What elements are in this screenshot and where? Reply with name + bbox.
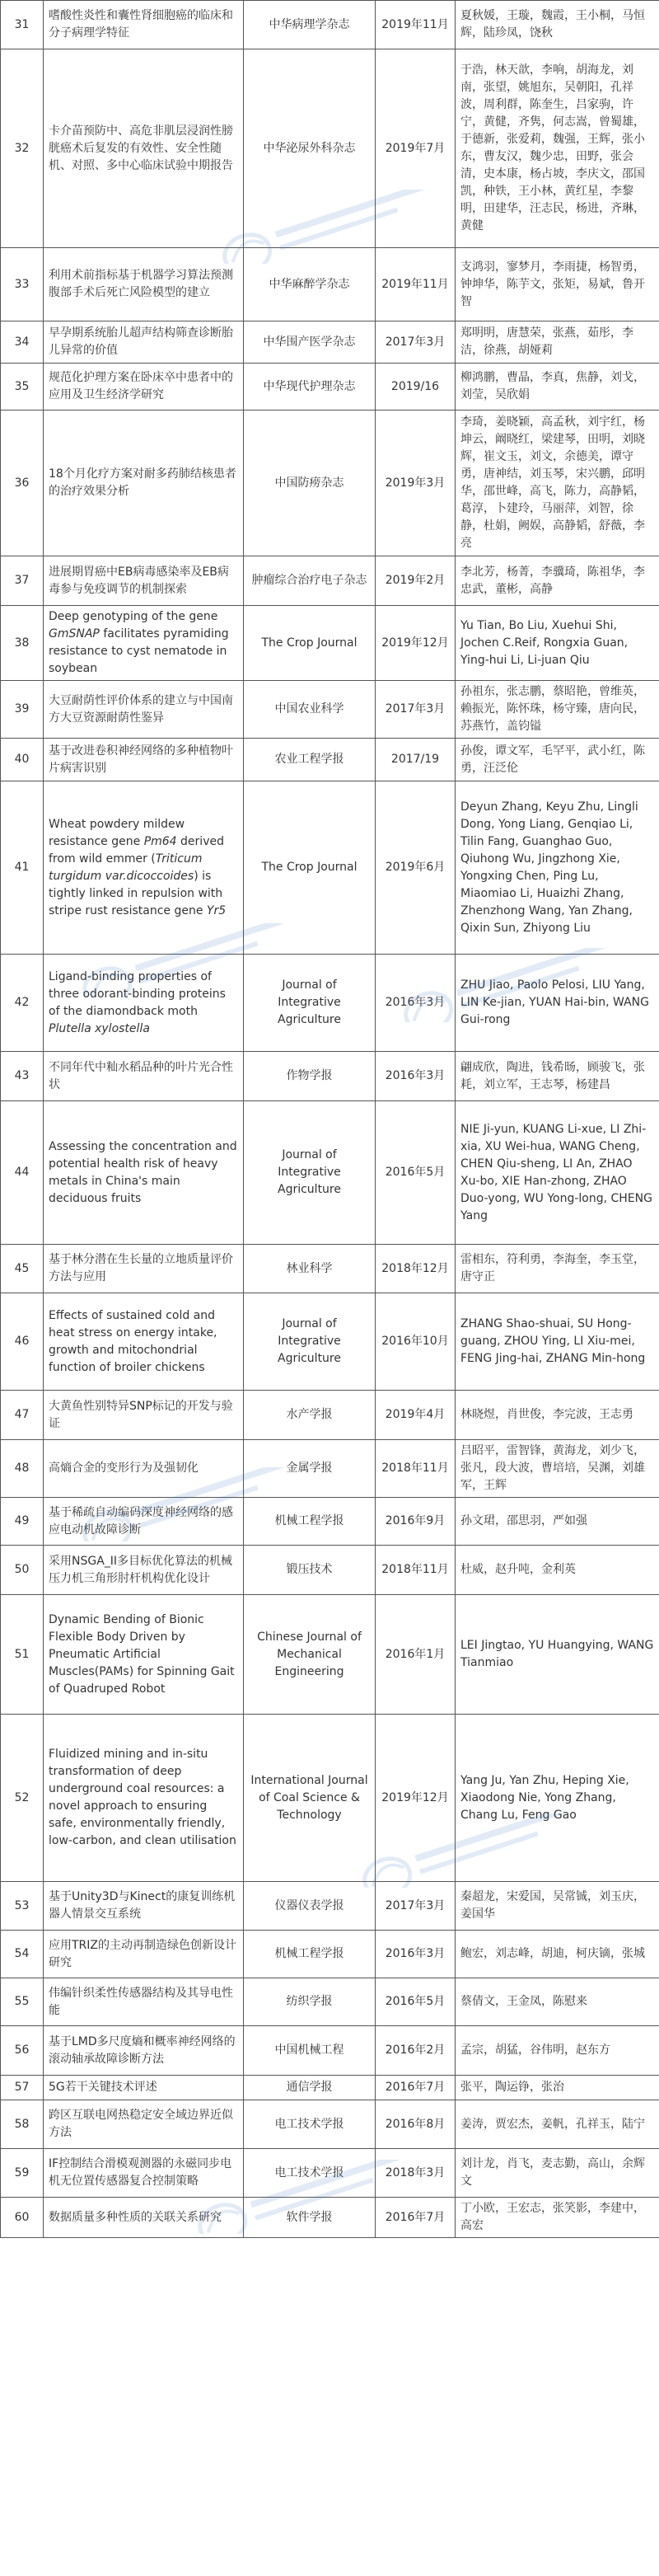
paper-title: 18个月化疗方案对耐多药肺结核患者的治疗效果分析	[44, 411, 244, 556]
publish-date: 2016年9月	[376, 1498, 456, 1546]
row-number: 43	[1, 1052, 44, 1101]
table-row	[1, 1498, 659, 1546]
table-row	[1, 411, 659, 556]
journal-name: 机械工程学报	[244, 1931, 376, 1978]
paper-list-body	[1, 1, 659, 2238]
journal-name: 中国农业科学	[244, 681, 376, 739]
table-row	[1, 2149, 659, 2198]
row-number: 45	[1, 1245, 44, 1293]
row-number: 36	[1, 411, 44, 556]
journal-name: 农业工程学报	[244, 739, 376, 781]
author-list: 孟宗，胡猛，谷伟明，赵东方	[456, 2026, 659, 2076]
publish-date: 2018年11月	[376, 1546, 456, 1595]
publish-date: 2019年6月	[376, 781, 456, 955]
publish-date: 2019年3月	[376, 411, 456, 556]
row-number: 53	[1, 1882, 44, 1931]
table-row	[1, 606, 659, 681]
paper-title: 卡介苗预防中、高危非肌层浸润性膀胱癌术后复发的有效性、安全性随机、对照、多中心临床试验中期报告	[44, 49, 244, 248]
author-list: 柳鸿鹏，曹晶，李真，焦静，刘戈，刘莹，吴欣娟	[456, 364, 659, 411]
journal-name: 水产学报	[244, 1391, 376, 1440]
paper-title: 大豆耐荫性评价体系的建立与中国南方大豆资源耐荫性鉴异	[44, 681, 244, 739]
paper-title: 高熵合金的变形行为及强韧化	[44, 1440, 244, 1498]
table-row	[1, 1931, 659, 1978]
publish-date: 2017年3月	[376, 681, 456, 739]
publish-date: 2016年2月	[376, 2026, 456, 2076]
author-list: 鲍宏，刘志峰，胡迪，柯庆镝，张城	[456, 1931, 659, 1978]
publish-date: 2019年12月	[376, 1715, 456, 1882]
paper-title: 大黄鱼性别特异SNP标记的开发与验证	[44, 1391, 244, 1440]
table-row	[1, 1978, 659, 2026]
table-row	[1, 1101, 659, 1245]
author-list: Yu Tian, Bo Liu, Xuehui Shi, Jochen C.Reif, Rongxia Guan, Ying-hui Li, Li-juan Qiu	[456, 606, 659, 681]
author-list: 刘计龙，肖飞，麦志勤，高山，余辉文	[456, 2149, 659, 2198]
journal-name: 纺织学报	[244, 1978, 376, 2026]
row-number: 37	[1, 556, 44, 606]
author-list: LEI Jingtao, YU Huangying, WANG Tianmiao	[456, 1595, 659, 1715]
paper-title: 数据质量多种性质的关联关系研究	[44, 2198, 244, 2238]
table-row	[1, 2076, 659, 2100]
paper-title: 嗜酸性炎性和囊性肾细胞癌的临床和分子病理学特征	[44, 1, 244, 49]
journal-name: 通信学报	[244, 2076, 376, 2100]
author-list: 郑明明，唐慧荣，张燕，茹彤，李洁，徐燕，胡娅莉	[456, 321, 659, 364]
publish-date: 2016年8月	[376, 2100, 456, 2149]
author-list: 李北芳，杨菁，李骥琦，陈祖华，李忠武，董彬，高静	[456, 556, 659, 606]
paper-title: 利用术前指标基于机器学习算法预测腹部手术后死亡风险模型的建立	[44, 248, 244, 321]
row-number: 49	[1, 1498, 44, 1546]
table-row	[1, 49, 659, 248]
paper-title: Fluidized mining and in-situ transformation of deep underground coal resources: a novel approach to ensuring safe, environmentally friendly, low-carbon, and clean utilisation	[44, 1715, 244, 1882]
table-row	[1, 364, 659, 411]
author-list: 林晓煜，肖世俊，李完波，王志勇	[456, 1391, 659, 1440]
row-number: 31	[1, 1, 44, 49]
journal-name: Chinese Journal of Mechanical Engineering	[244, 1595, 376, 1715]
row-number: 41	[1, 781, 44, 955]
paper-title: 基于改进卷积神经网络的多种植物叶片病害识别	[44, 739, 244, 781]
author-list: 支鸿羽，寥梦月，李雨捷，杨智勇，钟坤华，陈芋文，张矩，易斌，鲁开智	[456, 248, 659, 321]
journal-name: 电工技术学报	[244, 2149, 376, 2198]
author-list: NIE Ji-yun, KUANG Li-xue, LI Zhi-xia, XU Wei-hua, WANG Cheng, CHEN Qiu-sheng, LI An, ZHAO Xu-bo, XIE Han-zhong, ZHAO Duo-yong, WU Yong-long, CHENG Yang	[456, 1101, 659, 1245]
author-list: 夏秋媛，王璇，魏霞，王小桐，马恒辉，陆珍凤，饶秋	[456, 1, 659, 49]
paper-title: 基于Unity3D与Kinect的康复训练机器人情景交互系统	[44, 1882, 244, 1931]
table-row	[1, 1, 659, 49]
journal-name: 金属学报	[244, 1440, 376, 1498]
paper-title: IF控制结合滑模观测器的永磁同步电机无位置传感器复合控制策略	[44, 2149, 244, 2198]
publish-date: 2019年2月	[376, 556, 456, 606]
author-list: ZHANG Shao-shuai, SU Hong-guang, ZHOU Ying, LI Xiu-mei, FENG Jing-hai, ZHANG Min-hong	[456, 1293, 659, 1391]
publish-date: 2016年3月	[376, 955, 456, 1052]
author-list: 李琦，姜晓颖，高孟秋，刘宇红，杨坤云，阚晓红，梁建琴，田明，刘晓辉，崔文玉，刘文，余德美，谭守勇，唐神结，刘玉琴，宋兴鹏，邱明华，邵世峰，高飞，陈力，高静韬，葛淳，卜建玲，马丽萍，刘智，徐静，杜娟，阙娱，高静韬，舒薇，李亮	[456, 411, 659, 556]
row-number: 38	[1, 606, 44, 681]
journal-name: 中华麻醉学杂志	[244, 248, 376, 321]
journal-name: 中华病理学杂志	[244, 1, 376, 49]
table-row	[1, 955, 659, 1052]
paper-title: Ligand-binding properties of three odorant-binding proteins of the diamondback moth Plutella xylostella	[44, 955, 244, 1052]
paper-title: Effects of sustained cold and heat stress on energy intake, growth and mitochondrial function of broiler chickens	[44, 1293, 244, 1391]
table-row	[1, 1245, 659, 1293]
row-number: 39	[1, 681, 44, 739]
publish-date: 2016年10月	[376, 1293, 456, 1391]
row-number: 34	[1, 321, 44, 364]
table-row	[1, 1391, 659, 1440]
author-list: 吕昭平，雷智锋，黄海龙，刘少飞，张凡，段大波，曹培培，吴渊，刘雄军，王辉	[456, 1440, 659, 1498]
row-number: 56	[1, 2026, 44, 2076]
row-number: 60	[1, 2198, 44, 2238]
author-list: Deyun Zhang, Keyu Zhu, Lingli Dong, Yong Liang, Genqiao Li, Tilin Fang, Guanghao Guo, Qiuhong Wu, Jingzhong Xie, Yongxing Chen, Ping Lu, Miaomiao Li, Huaizhi Zhang, Zhenzhong Wang, Yan Zhang, Qixin Sun, Zhiyong Liu	[456, 781, 659, 955]
journal-name: 中华现代护理杂志	[244, 364, 376, 411]
paper-title: 基于林分潜在生长量的立地质量评价方法与应用	[44, 1245, 244, 1293]
journal-name: 仪器仪表学报	[244, 1882, 376, 1931]
author-list: 孙俊，谭文军，毛罕平，武小红，陈勇，汪泛伦	[456, 739, 659, 781]
paper-title: 跨区互联电网热稳定安全域边界近似方法	[44, 2100, 244, 2149]
row-number: 54	[1, 1931, 44, 1978]
table-row	[1, 781, 659, 955]
author-list: 张平，陶运铮，张治	[456, 2076, 659, 2100]
publish-date: 2017年3月	[376, 321, 456, 364]
table-row	[1, 1882, 659, 1931]
row-number: 47	[1, 1391, 44, 1440]
row-number: 50	[1, 1546, 44, 1595]
publish-date: 2019年7月	[376, 49, 456, 248]
author-list: ZHU Jiao, Paolo Pelosi, LIU Yang, LIN Ke-jian, YUAN Hai-bin, WANG Gui-rong	[456, 955, 659, 1052]
publish-date: 2018年3月	[376, 2149, 456, 2198]
paper-title: 应用TRIZ的主动再制造绿色创新设计研究	[44, 1931, 244, 1978]
row-number: 58	[1, 2100, 44, 2149]
journal-name: 中华围产医学杂志	[244, 321, 376, 364]
publish-date: 2018年12月	[376, 1245, 456, 1293]
journal-name: 中华泌尿外科杂志	[244, 49, 376, 248]
publish-date: 2017年3月	[376, 1882, 456, 1931]
row-number: 55	[1, 1978, 44, 2026]
journal-name: Journal of Integrative Agriculture	[244, 955, 376, 1052]
author-list: 丁小欧，王宏志，张笑影，李建中，高宏	[456, 2198, 659, 2238]
journal-name: 作物学报	[244, 1052, 376, 1101]
paper-title: 早孕期系统胎儿超声结构筛查诊断胎儿异常的价值	[44, 321, 244, 364]
publish-date: 2016年5月	[376, 1101, 456, 1245]
table-row	[1, 1715, 659, 1882]
row-number: 51	[1, 1595, 44, 1715]
table-row	[1, 2198, 659, 2238]
row-number: 52	[1, 1715, 44, 1882]
table-row	[1, 739, 659, 781]
table-row	[1, 248, 659, 321]
publish-date: 2016年1月	[376, 1595, 456, 1715]
paper-title: Wheat powdery mildew resistance gene Pm64 derived from wild emmer (Triticum turgidum var.dicoccoides) is tightly linked in repulsion with stripe rust resistance gene Yr5	[44, 781, 244, 955]
author-list: 雷相东，符利勇，李海奎，李玉堂，唐守正	[456, 1245, 659, 1293]
journal-name: 中国机械工程	[244, 2026, 376, 2076]
table-row	[1, 556, 659, 606]
journal-name: 肿瘤综合治疗电子杂志	[244, 556, 376, 606]
publish-date: 2016年7月	[376, 2198, 456, 2238]
publish-date: 2019年11月	[376, 248, 456, 321]
author-list: 蔡倩文，王金凤，陈慰来	[456, 1978, 659, 2026]
paper-title: Dynamic Bending of Bionic Flexible Body Driven by Pneumatic Artificial Muscles(PAMs) for Spinning Gait of Quadruped Robot	[44, 1595, 244, 1715]
paper-title: 不同年代中籼水稻品种的叶片光合性状	[44, 1052, 244, 1101]
journal-name: 软件学报	[244, 2198, 376, 2238]
journal-name: 机械工程学报	[244, 1498, 376, 1546]
journal-name: 锻压技术	[244, 1546, 376, 1595]
publish-date: 2019/16	[376, 364, 456, 411]
author-list: 孙祖东，张志鹏，蔡昭艳，曾维英，赖振光，陈怀珠，杨守臻，唐向民，苏燕竹，盖钧镒	[456, 681, 659, 739]
paper-title: 规范化护理方案在卧床卒中患者中的应用及卫生经济学研究	[44, 364, 244, 411]
row-number: 40	[1, 739, 44, 781]
table-row	[1, 321, 659, 364]
journal-name: International Journal of Coal Science & Technology	[244, 1715, 376, 1882]
table-row	[1, 681, 659, 739]
row-number: 33	[1, 248, 44, 321]
paper-title: 伟编针织柔性传感器结构及其导电性能	[44, 1978, 244, 2026]
author-list: 杜威，赵升吨，金利英	[456, 1546, 659, 1595]
row-number: 46	[1, 1293, 44, 1391]
row-number: 57	[1, 2076, 44, 2100]
author-list: 翩成欣，陶进，钱希旸，顾骏飞，张耗，刘立军，王志琴，杨建昌	[456, 1052, 659, 1101]
table-row	[1, 2100, 659, 2149]
table-row	[1, 1440, 659, 1498]
publish-date: 2019年11月	[376, 1, 456, 49]
author-list: 孙文珺，邵思羽，严如强	[456, 1498, 659, 1546]
paper-title: 采用NSGA_II多目标优化算法的机械压力机三角形肘杆机构优化设计	[44, 1546, 244, 1595]
publish-date: 2016年3月	[376, 1931, 456, 1978]
row-number: 48	[1, 1440, 44, 1498]
publish-date: 2019年4月	[376, 1391, 456, 1440]
publish-date: 2016年7月	[376, 2076, 456, 2100]
table-row	[1, 1595, 659, 1715]
publish-date: 2017/19	[376, 739, 456, 781]
publish-date: 2016年5月	[376, 1978, 456, 2026]
journal-name: 林业科学	[244, 1245, 376, 1293]
paper-title: 基于LMD多尺度熵和概率神经网络的滚动轴承故障诊断方法	[44, 2026, 244, 2076]
journal-name: Journal of Integrative Agriculture	[244, 1101, 376, 1245]
publish-date: 2018年11月	[376, 1440, 456, 1498]
journal-name: 电工技术学报	[244, 2100, 376, 2149]
paper-title: 5G若干关键技术评述	[44, 2076, 244, 2100]
row-number: 32	[1, 49, 44, 248]
table-row	[1, 1293, 659, 1391]
publish-date: 2016年3月	[376, 1052, 456, 1101]
journal-name: 中国防痨杂志	[244, 411, 376, 556]
journal-name: The Crop Journal	[244, 606, 376, 681]
paper-title: Deep genotyping of the gene GmSNAP facilitates pyramiding resistance to cyst nematode in soybean	[44, 606, 244, 681]
author-list: Yang Ju, Yan Zhu, Heping Xie, Xiaodong Nie, Yong Zhang, Chang Lu, Feng Gao	[456, 1715, 659, 1882]
paper-title: 进展期胃癌中EB病毒感染率及EB病毒参与免疫调节的机制探索	[44, 556, 244, 606]
row-number: 44	[1, 1101, 44, 1245]
author-list: 姜涛，贾宏杰，姜帆，孔祥玉，陆宁	[456, 2100, 659, 2149]
author-list: 秦超龙，宋爱国，吴常铖，刘玉庆，姜国华	[456, 1882, 659, 1931]
table-row	[1, 2026, 659, 2076]
paper-title: 基于稀疏自动编码深度神经网络的感应电动机故障诊断	[44, 1498, 244, 1546]
publish-date: 2019年12月	[376, 606, 456, 681]
row-number: 35	[1, 364, 44, 411]
journal-name: The Crop Journal	[244, 781, 376, 955]
table-row	[1, 1052, 659, 1101]
table-row	[1, 1546, 659, 1595]
row-number: 59	[1, 2149, 44, 2198]
author-list: 于浩，林天歆，李响，胡海龙，刘南，张望，姚旭东，吴朝阳，孔祥波，周利群，陈奎生，吕家驹，许宁，黄健，齐隽，何志嵩，曾蜀雄，于德新，张爱莉，魏强，王辉，张小东，曹友汉，魏少忠，田野，张会清，史本康，杨占坡，李庆文，邵国凯，种铁，王小林，黄红星，李黎明，田建华，汪志民，杨进，齐琳，黄健	[456, 49, 659, 248]
journal-name: Journal of Integrative Agriculture	[244, 1293, 376, 1391]
row-number: 42	[1, 955, 44, 1052]
paper-title: Assessing the concentration and potential health risk of heavy metals in China's main deciduous fruits	[44, 1101, 244, 1245]
